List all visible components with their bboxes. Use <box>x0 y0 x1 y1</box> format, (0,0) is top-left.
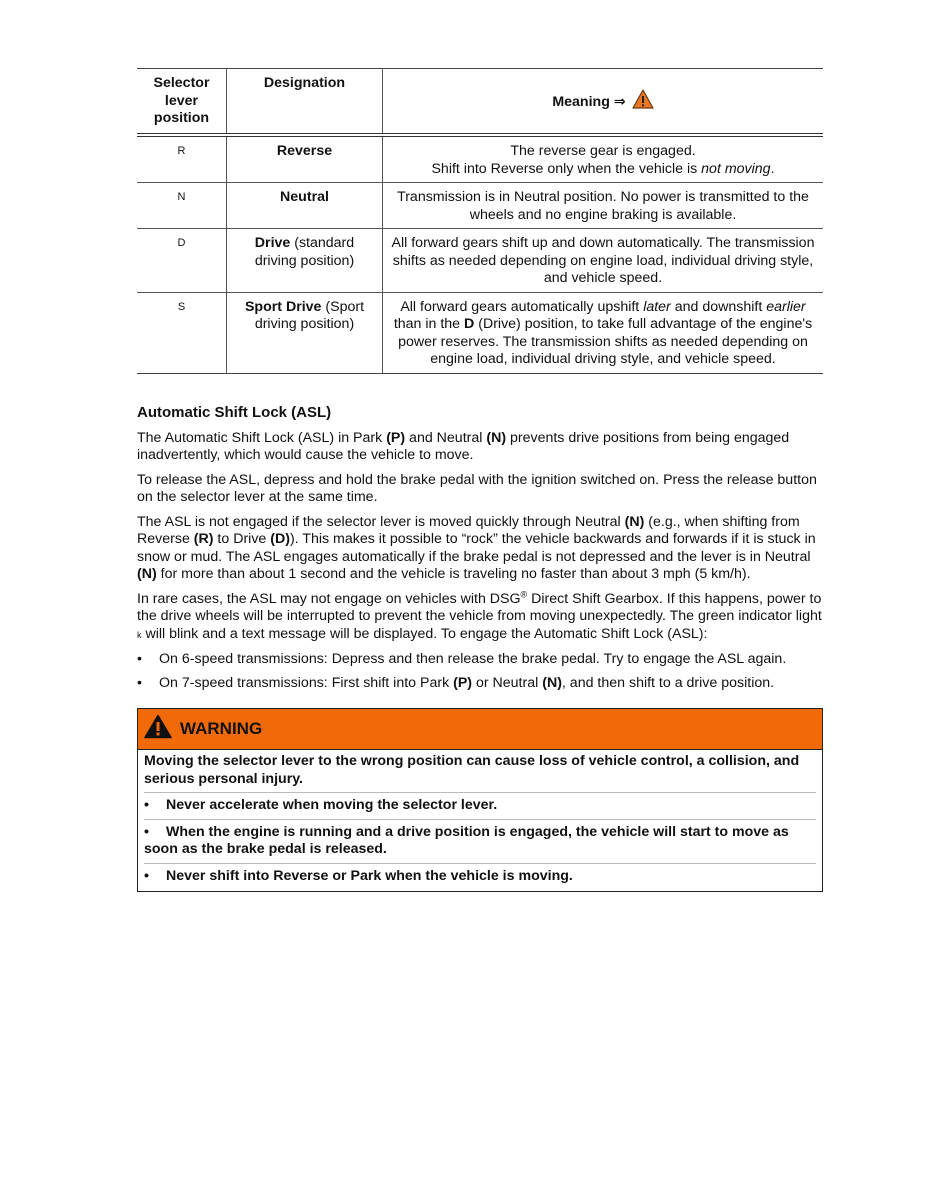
meaning-cell <box>383 292 824 373</box>
table-row <box>137 183 823 229</box>
list-item-text: On 7-speed transmissions: First shift into Park (P) or Neutral (N), and then shift to a drive position. <box>159 674 775 691</box>
warning-body <box>138 750 822 891</box>
designation-name: Drive <box>254 235 291 251</box>
header-meaning-label: Meaning ⇒ <box>552 94 626 111</box>
warning-item: • Never shift into Reverse or Park when the vehicle is moving. <box>144 863 816 890</box>
indicator-light-symbol: k <box>137 629 142 640</box>
list-item-text: On 6-speed transmissions: Depress and then release the brake pedal. Try to engage the ASL again. <box>159 651 787 667</box>
meaning-strong: D <box>464 316 475 332</box>
bullet: • <box>137 674 142 691</box>
meaning-cell: All forward gears shift up and down automatically. The transmission shifts as needed depending on engine load, individual driving style, and vehicle speed. <box>383 229 824 293</box>
table-row <box>137 292 823 373</box>
warning-triangle-icon <box>144 714 172 744</box>
header-meaning <box>383 69 824 136</box>
paragraph: The Automatic Shift Lock (ASL) in Park (P) and Neutral (N) prevents drive positions from being engaged inadvertently, which would cause the vehicle to move. <box>137 429 790 463</box>
warning-header <box>138 709 822 750</box>
warning-title: WARNING <box>180 719 263 738</box>
position-cell: D <box>137 229 227 293</box>
paragraph: The ASL is not engaged if the selector lever is moved quickly through Neutral (N) (e.g., when shifting from Reverse (R) to Drive (D)). This makes it possible to “rock” the vehicle backwards and forwards if it is stuck in snow or mud. The ASL engages automatically if the brake pedal is not depressed and the lever is in Neutral (N) for more than about 1 second and the vehicle is traveling no faster than about 3 mph (5 km/h). <box>137 513 816 582</box>
selector-lever-table <box>137 68 823 374</box>
header-designation: Designation <box>227 69 383 136</box>
designation-name: Reverse <box>276 143 333 159</box>
designation-cell <box>227 229 383 293</box>
meaning-emphasis: not moving <box>701 160 771 177</box>
designation-cell <box>227 292 383 373</box>
table-header-row <box>137 69 823 136</box>
paragraph: In rare cases, the ASL may not engage on vehicles with DSG® Direct Shift Gearbox. If this happens, power to the drive wheels will be interrupted to prevent the vehicle from moving unexpectedly. The green indicator light k will blink and a text message will be displayed. To engage the Automatic Shift Lock (ASL): <box>137 588 822 642</box>
meaning-text: All forward gears automatically upshift <box>400 298 644 315</box>
position-cell: S <box>137 292 227 373</box>
designation-detail: (standard driving position) <box>254 235 355 269</box>
bullet: • <box>137 651 142 667</box>
meaning-text: than in the <box>393 316 465 332</box>
meaning-emphasis: later <box>643 298 671 315</box>
warning-triangle-icon <box>632 89 654 115</box>
designation-detail: (Sport driving position) <box>254 298 365 332</box>
table-row <box>137 135 823 183</box>
list-item <box>137 651 823 669</box>
table-row <box>137 229 823 293</box>
meaning-text: . <box>770 160 775 177</box>
designation-cell <box>227 183 383 229</box>
meaning-text: The reverse gear is engaged. <box>510 143 696 159</box>
meaning-cell <box>383 135 824 183</box>
section-title: Automatic Shift Lock (ASL) <box>137 403 332 421</box>
position-cell: R <box>177 145 186 157</box>
meaning-text: (Drive) position, to take full advantage of the engine's power reserves. The transmission shifts as needed depending on engine load, individual driving style, and vehicle speed. <box>398 316 813 367</box>
position-cell: N <box>137 183 227 229</box>
warning-item: • Never accelerate when moving the selector lever. <box>144 792 816 819</box>
warning-item: • When the engine is running and a drive position is engaged, the vehicle will start to move as soon as the brake pedal is released. <box>144 819 816 863</box>
designation-cell <box>227 135 383 183</box>
header-position: Selector lever position <box>137 69 227 136</box>
designation-name: Sport Drive <box>244 298 322 315</box>
list-item <box>137 675 823 693</box>
meaning-emphasis: earlier <box>766 298 806 315</box>
meaning-cell: Transmission is in Neutral position. No power is transmitted to the wheels and no engine braking is available. <box>383 183 824 229</box>
warning-box <box>137 708 823 892</box>
paragraph: To release the ASL, depress and hold the brake pedal with the ignition switched on. Press the release button on the selector lever at the same time. <box>137 471 817 505</box>
manual-page <box>137 68 823 892</box>
designation-name: Neutral <box>280 189 329 205</box>
meaning-text: and downshift <box>670 298 767 315</box>
warning-intro: Moving the selector lever to the wrong position can cause loss of vehicle control, a collision, and serious personal injury. <box>144 753 800 787</box>
meaning-text: Shift into Reverse only when the vehicle is <box>431 160 702 177</box>
